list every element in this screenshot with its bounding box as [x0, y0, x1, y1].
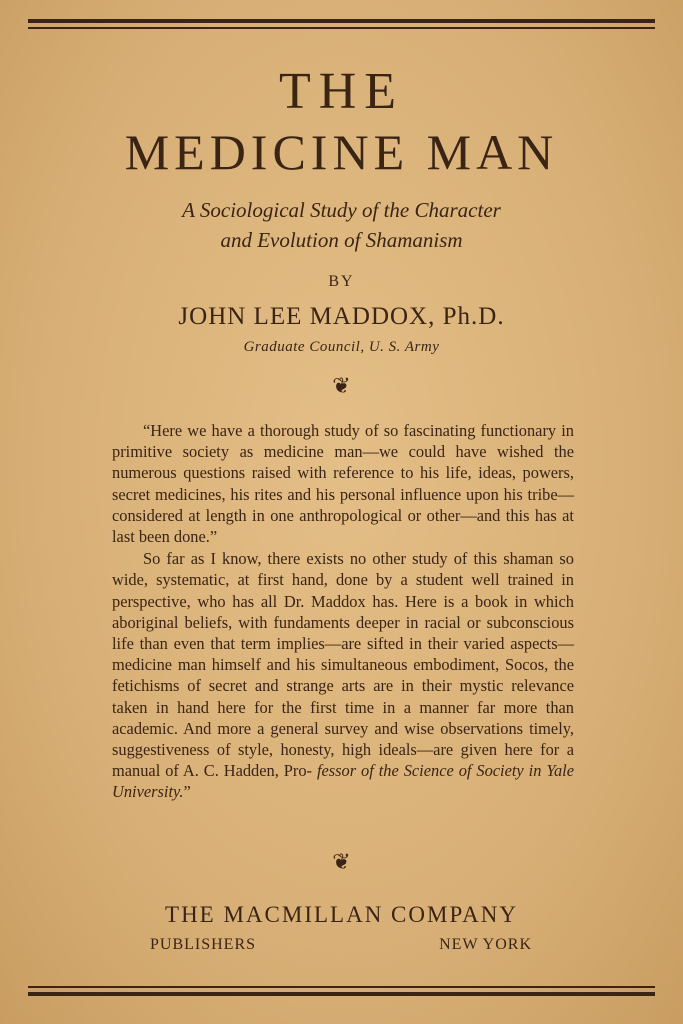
blurb-paragraph-2: [112, 548, 574, 802]
publisher-name: THE MACMILLAN COMPANY: [165, 902, 518, 927]
blurb-paragraph-1: “Here we have a thorough study of so fascinating functionary in primitive society as medicine man—we could have wished the numerous questions raised with reference to his life, ideas, powers, secret medicines, his rites and his personal influence upon his tribe—considered at length in one anthropological or other—and this has at last been done.”: [112, 421, 574, 547]
title-line-1: THE: [278, 63, 405, 120]
by-label: BY: [328, 273, 355, 290]
bottom-border-thick: [28, 992, 655, 996]
subtitle: [0, 195, 683, 255]
fleuron-icon: ❦: [332, 373, 351, 398]
publisher-location: NEW YORK: [439, 936, 532, 953]
subtitle-line-2: and Evolution of Shamanism: [220, 228, 463, 252]
blurb: [112, 420, 574, 803]
title-line-2: MEDICINE MAN: [124, 124, 559, 180]
author-name: JOHN LEE MADDOX, Ph.D.: [178, 303, 505, 330]
blurb-paragraph-2-text: So far as I know, there exists no other study of this shaman so wide, systematic, at first hand, done by a student well trained in perspective, who has all Dr. Maddox has. Here is a book in which aboriginal beliefs, with fundaments deeper in racial or subconscious life than even that term implies—are sifted in their varied aspects—medicine man himself and his simultaneous embodiment, Socos, the fetichisms of secret and strange arts are in their mystic relevance taken in hand here for the first time in a manner far more than academic. And more a general survey and wise observations timely, suggestiveness of style, honesty, high ideals—are given here for a manual of A. C. Hadden, Pro-: [112, 549, 574, 781]
blurb-attribution: fessor of the Science of Society in Yale University.: [112, 761, 574, 802]
publishers-label: PUBLISHERS: [150, 936, 257, 953]
fleuron-icon: ❦: [332, 849, 351, 874]
blurb-closing-quote: ”: [183, 782, 191, 802]
top-border-thick: [28, 19, 655, 23]
bottom-border-thin: [28, 986, 655, 988]
author-affiliation: Graduate Council, U. S. Army: [243, 339, 440, 355]
subtitle-line-1: A Sociological Study of the Character: [182, 198, 501, 222]
top-border-thin: [28, 27, 655, 29]
